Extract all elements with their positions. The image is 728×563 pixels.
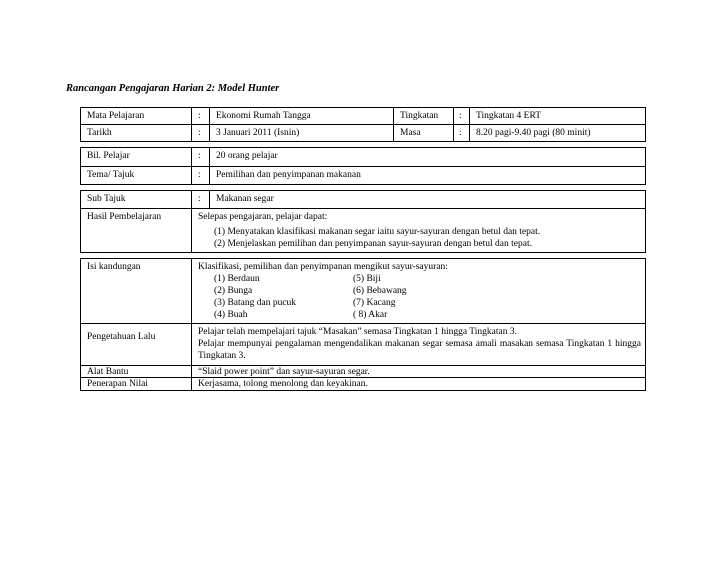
label-form: Tingkatan (393, 108, 453, 124)
table-row-content (81, 259, 645, 323)
colon: : (191, 191, 209, 208)
table-row-students (81, 148, 645, 166)
label-prior: Pengetahuan Lalu (87, 332, 156, 342)
outcome-item: (1) Menyatakan klasifikasi makanan segar iaitu sayur-sayuran dengan betul dan tepat. (214, 227, 541, 237)
table-row-outcomes (81, 208, 645, 252)
value-form: Tingkatan 4 ERT (469, 108, 645, 124)
table-row-aids (81, 365, 645, 377)
colon: : (191, 167, 209, 184)
label-values: Penerapan Nilai (87, 379, 148, 389)
table-row-theme (81, 166, 645, 184)
content-item: (5) Biji (353, 274, 381, 284)
value-date: 3 Januari 2011 (Isnin) (209, 125, 393, 141)
table-row-subtopic (81, 191, 645, 208)
list-item (198, 285, 645, 297)
label-theme: Tema/ Tajuk (87, 170, 135, 180)
prior-line-1: Pelajar telah mempelajari tajuk “Masakan” semasa Tingkatan 1 hingga Tingkatan 3. (198, 327, 517, 337)
table-row-subject (81, 108, 645, 124)
label-outcomes: Hasil Pembelajaran (87, 212, 162, 222)
colon: : (191, 148, 209, 166)
value-content (191, 259, 645, 323)
value-outcomes (191, 209, 645, 252)
value-subtopic: Makanan segar (209, 191, 645, 208)
content-item: (7) Kacang (353, 298, 396, 308)
label-date: Tarikh (87, 128, 112, 138)
value-students: 20 orang pelajar (209, 148, 645, 166)
content-item: ( 8) Akar (353, 310, 388, 320)
label-subtopic: Sub Tajuk (87, 194, 126, 204)
content-item: (4) Buah (214, 310, 248, 320)
prior-line-2: Pelajar mempunyai pengalaman mengendalikan makanan segar semasa amali masakan semasa Tingkatan 1 hingga Tingkatan 3. (198, 339, 641, 361)
label-subject: Mata Pelajaran (87, 111, 145, 121)
content-item: (2) Bunga (214, 286, 253, 296)
outcome-item: (2) Menjelaskan pemilihan dan penyimpanan sayur-sayuran dengan betul dan tepat. (214, 239, 532, 249)
label-content: Isi kandungan (87, 262, 141, 272)
details-block (80, 258, 646, 391)
label-students: Bil. Pelajar (87, 151, 130, 161)
value-time: 8.20 pagi-9.40 pagi (80 minit) (469, 125, 645, 141)
table-row-values (81, 377, 645, 390)
outcomes-intro: Selepas pengajaran, pelajar dapat: (198, 212, 328, 222)
table-row-prior (81, 323, 645, 365)
colon: : (453, 108, 469, 124)
content-intro: Klasifikasi, pemilihan dan penyimpanan mengikut sayur-sayuran: (198, 262, 448, 272)
content-item: (1) Berdaun (214, 274, 260, 284)
topic-block (80, 147, 646, 185)
page-title: Rancangan Pengajaran Harian 2: Model Hunter (66, 83, 280, 94)
value-values: Kerjasama, tolong menolong dan keyakinan. (191, 378, 645, 390)
lesson-plan-table (80, 107, 646, 391)
colon: : (191, 125, 209, 141)
label-time: Masa (393, 125, 453, 141)
value-subject: Ekonomi Rumah Tangga (209, 108, 393, 124)
label-aids: Alat Bantu (87, 367, 129, 377)
content-item: (6) Bebawang (353, 286, 407, 296)
colon: : (453, 125, 469, 141)
value-prior (191, 324, 645, 365)
objectives-block (80, 190, 646, 253)
list-item (198, 273, 645, 285)
list-item (198, 297, 645, 309)
table-row-date (81, 124, 645, 141)
value-aids: “Slaid power point” dan sayur-sayuran segar. (191, 366, 645, 377)
content-item: (3) Batang dan pucuk (214, 298, 297, 308)
header-block (80, 107, 646, 142)
colon: : (191, 108, 209, 124)
list-item (198, 309, 645, 321)
value-theme: Pemilihan dan penyimpanan makanan (209, 167, 645, 184)
